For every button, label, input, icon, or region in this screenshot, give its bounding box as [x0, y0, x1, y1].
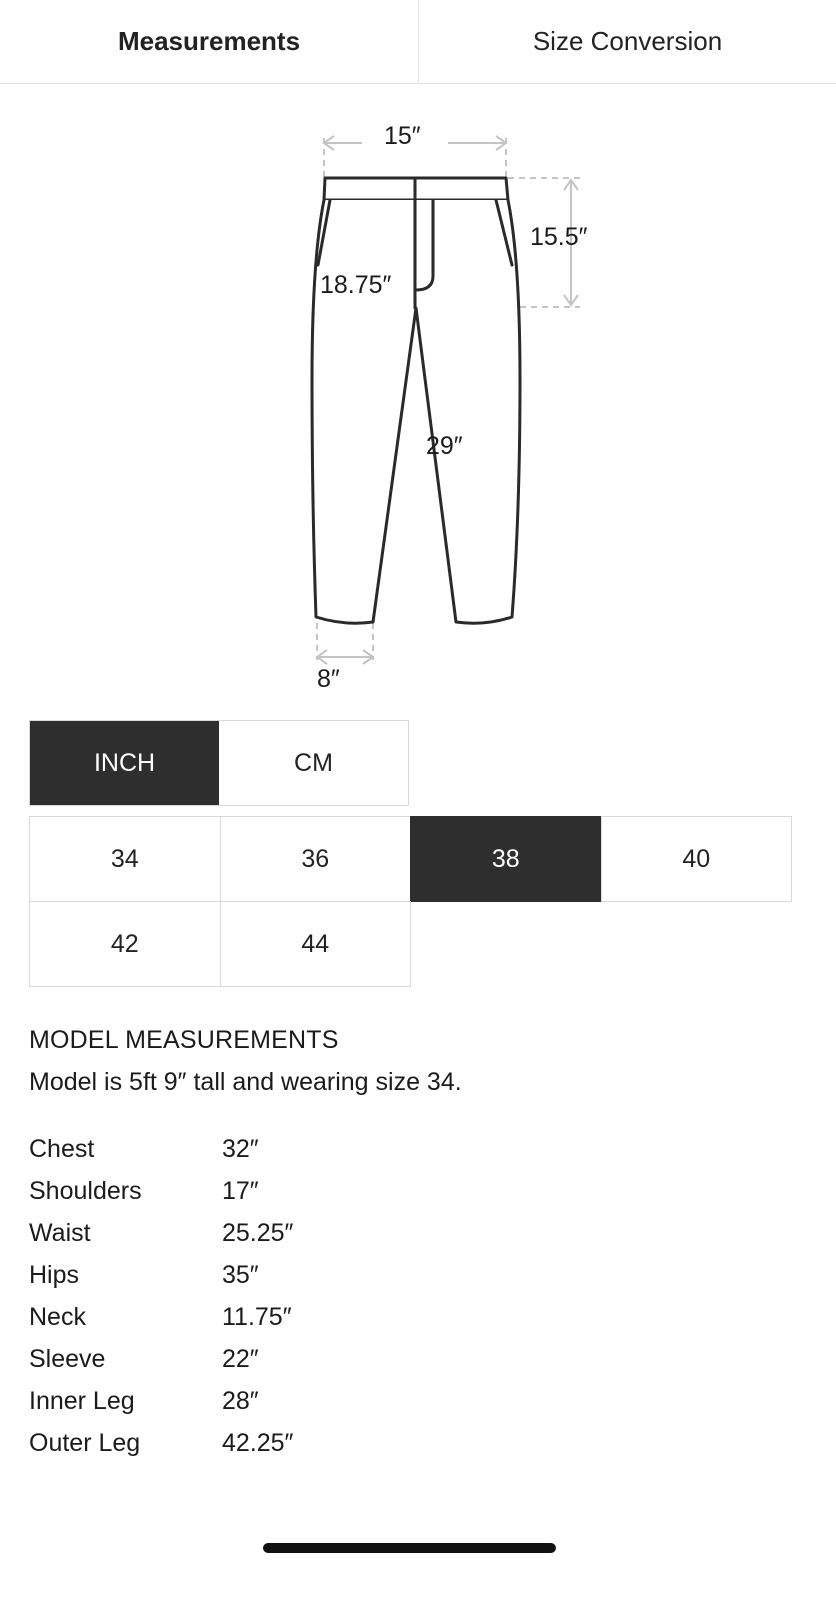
- unit-cm-button[interactable]: CM: [294, 748, 333, 777]
- model-measurements-table: [29, 1128, 629, 1464]
- measurement-label: Chest: [29, 1134, 95, 1163]
- unit-toggle: [29, 720, 409, 806]
- tab-size-conversion[interactable]: Size Conversion: [418, 0, 836, 83]
- measurement-label: Outer Leg: [29, 1428, 141, 1457]
- measurement-label: Shoulders: [29, 1176, 142, 1205]
- measurement-value: 11.75″: [222, 1302, 292, 1331]
- measurement-value: 28″: [222, 1386, 259, 1415]
- size-selector: [29, 816, 791, 986]
- table-row: [29, 1338, 629, 1380]
- measurement-value: 35″: [222, 1260, 259, 1289]
- table-row: [29, 1170, 629, 1212]
- size-option-36[interactable]: 36: [220, 816, 412, 902]
- size-option-34[interactable]: 34: [29, 816, 221, 902]
- size-option-38[interactable]: 38: [410, 816, 602, 902]
- measurement-label: Waist: [29, 1218, 91, 1247]
- hem-width-label: 8″: [317, 665, 340, 693]
- waist-width-label: 15″: [384, 122, 421, 150]
- measurement-value: 32″: [222, 1134, 259, 1163]
- table-row: [29, 1254, 629, 1296]
- table-row: [29, 1422, 629, 1464]
- model-measurements-heading: MODEL MEASUREMENTS: [29, 1026, 339, 1054]
- measurement-value: 42.25″: [222, 1428, 294, 1457]
- measurement-label: Hips: [29, 1260, 80, 1289]
- table-row: [29, 1128, 629, 1170]
- unit-inch-button[interactable]: INCH: [30, 721, 219, 805]
- size-option-42[interactable]: 42: [29, 901, 221, 987]
- rise-label: 15.5″: [530, 223, 588, 251]
- size-option-44[interactable]: 44: [220, 901, 412, 987]
- tab-bar: [0, 0, 836, 84]
- table-row: [29, 1380, 629, 1422]
- home-indicator[interactable]: [263, 1543, 556, 1553]
- measurement-value: 22″: [222, 1344, 259, 1373]
- table-row: [29, 1212, 629, 1254]
- measurement-label: Neck: [29, 1302, 86, 1331]
- model-size-note: Model is 5ft 9″ tall and wearing size 34.: [29, 1068, 462, 1096]
- pants-outline: [312, 178, 520, 623]
- measurement-value: 25.25″: [222, 1218, 294, 1247]
- measurement-label: Inner Leg: [29, 1386, 135, 1415]
- pants-illustration: [0, 84, 836, 714]
- size-option-40[interactable]: 40: [601, 816, 793, 902]
- tab-measurements[interactable]: Measurements: [117, 26, 301, 56]
- table-row: [29, 1296, 629, 1338]
- measurement-value: 17″: [222, 1176, 259, 1205]
- measurement-label: Sleeve: [29, 1344, 106, 1373]
- thigh-label: 18.75″: [320, 271, 392, 299]
- inseam-label: 29″: [426, 432, 463, 460]
- pants-measurement-diagram: [0, 84, 836, 714]
